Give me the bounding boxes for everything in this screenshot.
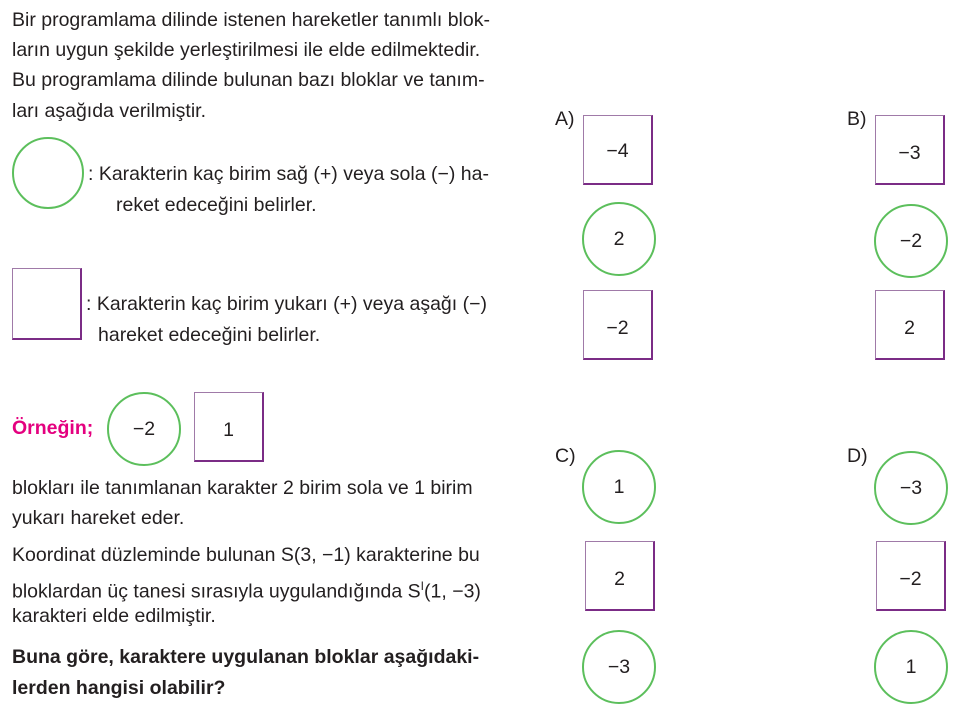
example-line-2: yukarı hareket eder. [12, 507, 185, 529]
coordinate-line-2-text: bloklardan üç tanesi sırasıyla uygulandığında S [12, 580, 421, 603]
option-b-block-2-value: −2 [899, 229, 923, 252]
prime-superscript: I [420, 579, 425, 593]
option-b-label[interactable]: B) [847, 108, 867, 130]
example-square-block [194, 392, 264, 462]
intro-line-3: Bu programlama dilinde bulunan bazı bloklar ve tanım- [12, 69, 485, 91]
square-block-icon [12, 268, 82, 340]
example-square-value: 1 [223, 419, 234, 441]
option-b-block-2 [874, 204, 948, 278]
coordinate-line-3: karakteri elde edilmiştir. [12, 605, 216, 627]
option-d-block-3-value: 1 [905, 655, 917, 678]
prompt-line-2: lerden hangisi olabilir? [12, 677, 226, 699]
option-c-label[interactable]: C) [555, 445, 576, 467]
intro-line-1: Bir programlama dilinde istenen hareketler tanımlı blok- [12, 9, 490, 31]
square-definition-line-1: : Karakterin kaç birim yukarı (+) veya aşağı (−) [86, 293, 487, 315]
option-b-block-1 [875, 115, 945, 185]
circle-definition-line-1: : Karakterin kaç birim sağ (+) veya sola (−) ha- [88, 163, 489, 185]
option-a-block-3 [583, 290, 653, 360]
intro-line-4: ları aşağıda verilmiştir. [12, 100, 206, 122]
option-a-block-1 [583, 115, 653, 185]
square-definition-line-2: hareket edeceğini belirler. [98, 324, 321, 346]
option-a-block-1-value: −4 [606, 140, 629, 162]
coordinate-line-2 [12, 574, 481, 604]
example-circle-value: −2 [132, 417, 156, 440]
option-a-block-2-value: 2 [613, 227, 625, 250]
option-d-label[interactable]: D) [847, 445, 868, 467]
option-d-block-2-value: −2 [899, 568, 922, 590]
example-line-1: blokları ile tanımlanan karakter 2 birim sola ve 1 birim [12, 477, 473, 499]
option-c-block-2-value: 2 [614, 568, 625, 590]
intro-line-2: ların uygun şekilde yerleştirilmesi ile elde edilmektedir. [12, 39, 481, 61]
option-c-block-3-value: −3 [607, 655, 631, 678]
option-d-block-1-value: −3 [899, 476, 923, 499]
coordinate-line-1: Koordinat düzleminde bulunan S(3, −1) karakterine bu [12, 544, 480, 566]
option-c-block-2 [585, 541, 655, 611]
option-b-block-3 [875, 290, 945, 360]
circle-definition-line-2: reket edeceğini belirler. [116, 194, 317, 216]
option-a-label[interactable]: A) [555, 108, 575, 130]
prompt-line-1: Buna göre, karaktere uygulanan bloklar aşağıdaki- [12, 646, 480, 668]
option-b-block-3-value: 2 [904, 317, 915, 339]
circle-block-icon [12, 137, 84, 209]
option-c-block-1 [582, 450, 656, 524]
option-d-block-1 [874, 451, 948, 525]
option-a-block-2 [582, 202, 656, 276]
option-d-block-3 [874, 630, 948, 704]
option-b-block-1-value: −3 [898, 142, 921, 164]
option-d-block-2 [876, 541, 946, 611]
coordinate-line-2-point: (1, −3) [424, 580, 481, 603]
option-a-block-3-value: −2 [606, 317, 629, 339]
example-label: Örneğin; [12, 417, 94, 439]
option-c-block-3 [582, 630, 656, 704]
option-c-block-1-value: 1 [613, 475, 625, 498]
example-circle-block [107, 392, 181, 466]
